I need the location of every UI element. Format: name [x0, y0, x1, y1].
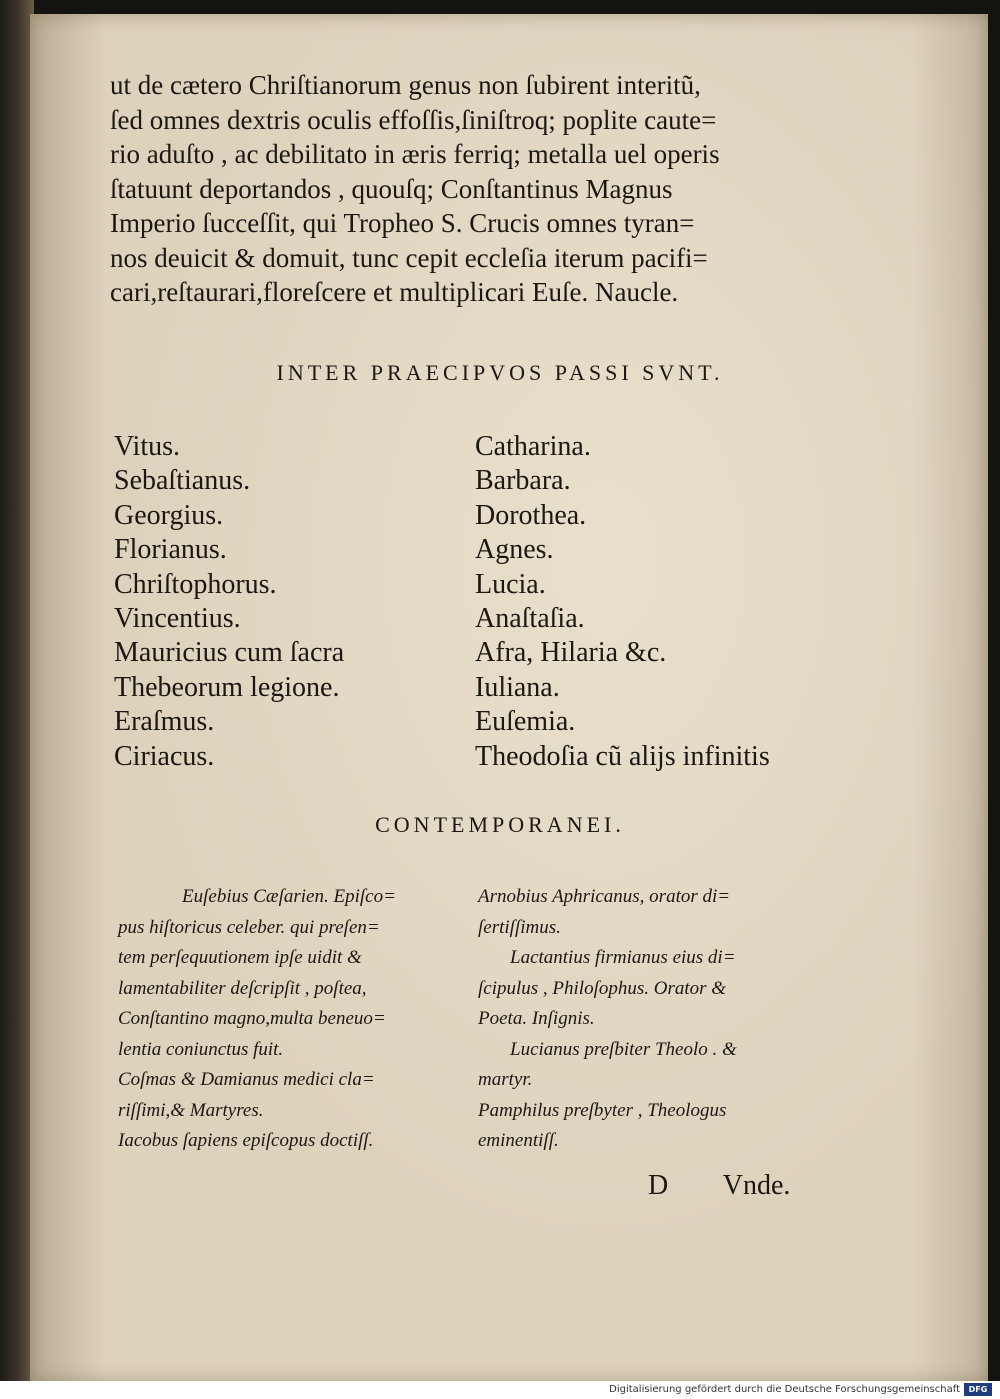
list-item: Theodoſia cũ alijs infinitis [475, 740, 770, 772]
body-paragraph [110, 68, 810, 310]
entry-line: pus hiſtoricus celeber. qui preſen= [118, 916, 380, 938]
entry-line: Lucianus preſbiter Theolo . & [510, 1038, 737, 1060]
entry-line: eminentiſſ. [478, 1130, 559, 1151]
body-line: ſtatuunt deportandos , quouſq; Conſtantinus Magnus [110, 173, 673, 204]
list-item: Georgius. [114, 499, 224, 531]
entry-line: ſcipulus , Philoſophus. Orator & [478, 977, 727, 999]
entry-line: tem perſequutionem ipſe uidit & [118, 947, 362, 968]
contemporaries-heading: CONTEMPORANEI. [375, 812, 625, 837]
martyrs-list-left [114, 430, 444, 774]
list-item: Vitus. [114, 431, 180, 462]
entry-line: ſertiſſimus. [478, 916, 561, 938]
catchword: Vnde. [722, 1170, 791, 1201]
list-item: Eraſmus. [114, 706, 215, 738]
signature-mark: D [648, 1170, 669, 1201]
list-item: Chriſtophorus. [114, 568, 277, 600]
entry-line: Coſmas & Damianus medici cla= [118, 1069, 375, 1090]
entry-line: Pamphilus preſbyter , Theologus [478, 1099, 727, 1121]
footer-credit: Digitalisierung gefördert durch die Deutsche Forschungsgemeinschaft [609, 1384, 960, 1395]
body-line: ſed omnes dextris oculis effoſſis,ſiniſtroq; poplite caute= [110, 104, 717, 135]
body-line: cari,reſtaurari,floreſcere et multiplicari Euſe. Naucle. [110, 277, 679, 307]
book-spine-edge [0, 0, 34, 1385]
list-item: Agnes. [475, 534, 554, 566]
list-item: Euſemia. [475, 706, 576, 738]
list-item: Catharina. [475, 431, 591, 462]
entry-line: martyr. [478, 1069, 533, 1090]
list-item: Florianus. [114, 534, 227, 566]
list-item: Afra, Hilaria &c. [475, 637, 667, 669]
list-item: Mauricius cum ſacra [114, 637, 345, 669]
entry-line: lentia coniunctus fuit. [118, 1038, 284, 1060]
list-item: Sebaſtianus. [114, 465, 251, 497]
list-item: Thebeorum legione. [114, 671, 340, 703]
entry-line: Euſebius Cæſarien. Epiſco= [182, 886, 396, 907]
list-item: Ciriacus. [114, 740, 215, 772]
list-item: Dorothea. [475, 499, 587, 531]
entry-line: Arnobius Aphricanus, orator di= [478, 886, 731, 907]
entry-line: Iacobus ſapiens epiſcopus doctiſſ. [118, 1130, 374, 1151]
contemporaries-column-right [478, 882, 818, 1157]
entry-line: Poeta. Inſignis. [478, 1008, 595, 1029]
entry-line: lamentabiliter deſcripſit , poſtea, [118, 977, 367, 999]
list-item: Anaſtaſia. [475, 603, 585, 635]
page-footer-marks [648, 1170, 790, 1202]
entry-line: riſſimi,& Martyres. [118, 1099, 264, 1121]
entry-line: Lactantius firmianus eius di= [510, 947, 736, 968]
list-item: Iuliana. [475, 671, 560, 703]
entry-line: Conſtantino magno,multa beneuo= [118, 1008, 386, 1029]
body-line: Imperio ſucceſſit, qui Tropheo S. Crucis omnes tyran= [110, 208, 695, 238]
body-line: rio aduſto , ac debilitato in æris ferriq; metalla uel operis [110, 139, 720, 169]
list-item: Lucia. [475, 568, 546, 600]
body-line: ut de cætero Chriſtianorum genus non ſubirent interitũ, [110, 70, 701, 100]
dfg-logo: DFG [964, 1383, 992, 1396]
martyrs-heading: INTER PRAECIPVOS PASSI SVNT. [276, 360, 724, 385]
list-item: Vincentius. [114, 603, 241, 635]
contemporaries-column-left [118, 882, 468, 1157]
list-item: Barbara. [475, 465, 571, 497]
body-line: nos deuicit & domuit, tunc cepit eccleſia iterum pacifi= [110, 242, 708, 273]
martyrs-list-right [475, 430, 815, 774]
